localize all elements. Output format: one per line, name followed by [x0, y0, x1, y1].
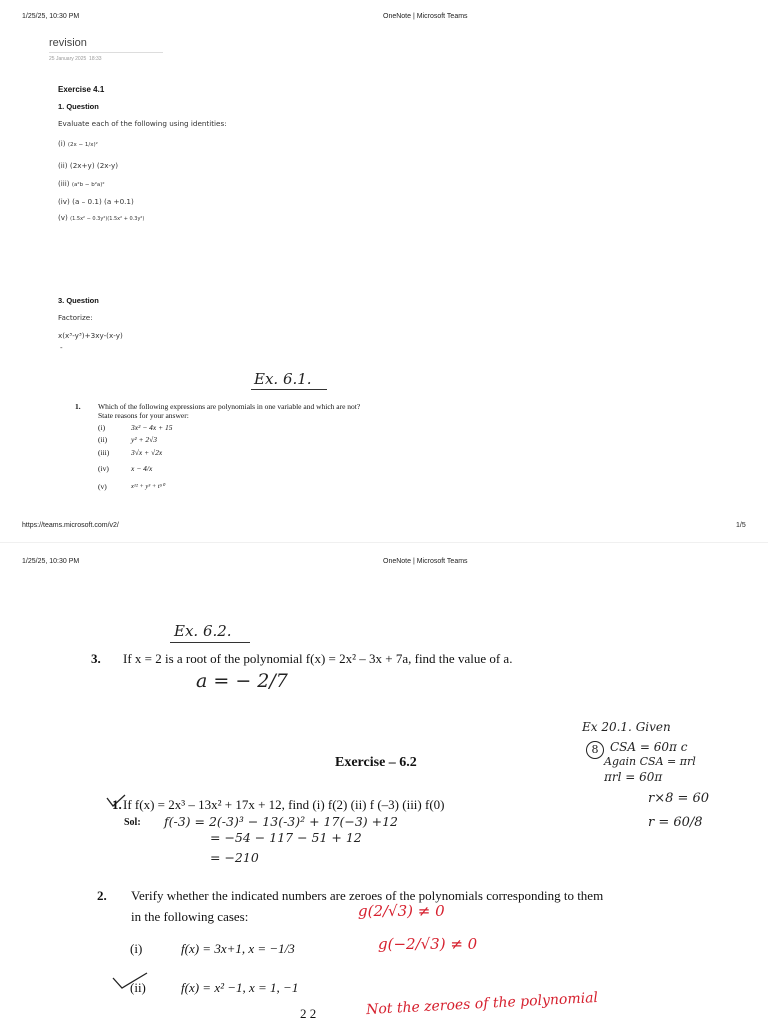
ex61-item-4-expr: x − 4/x: [131, 464, 153, 473]
side-note-line1: Ex 20.1. Given: [582, 720, 671, 734]
ex61-item-5-expr: x¹² + y³ + t⁵⁰: [131, 483, 165, 490]
ex62-q2-number: 2.: [97, 888, 107, 903]
work-line-2: = −54 − 117 − 51 + 12: [210, 830, 362, 845]
ex62-q3-text: If x = 2 is a root of the polynomial f(x) = 2x² – 3x + 7a, find the value of a.: [123, 651, 513, 666]
partial-fraction-numerals: 2 2: [300, 1006, 317, 1021]
q1-item-3: (iii) (a²b − b²a)²: [58, 179, 105, 188]
q1-item-2: (ii) (2x+y) (2x-y): [58, 161, 119, 170]
side-note-line3: Again CSA = πrl: [604, 755, 696, 768]
red-note-bottom: Not the zeroes of the polynomial: [365, 989, 599, 1019]
exercise-6-2-heading: Exercise – 6.2: [335, 755, 417, 770]
ex62-q1-number: 1.: [112, 797, 122, 812]
ex61-number: 1.: [75, 402, 81, 411]
ex61-item-3-label: (iii): [98, 448, 110, 457]
red-note-1: g(2/√3) ≠ 0: [358, 902, 445, 920]
ex61-item-2-expr: y² + 2√3: [131, 435, 158, 444]
work-line-3: = −210: [210, 850, 259, 865]
question-3-heading: 3. Question: [58, 296, 99, 305]
footer-url[interactable]: https://teams.microsoft.com/v2/: [22, 522, 119, 529]
question-3-prompt: Factorize:: [58, 313, 93, 322]
ex61-line2: State reasons for your answer:: [98, 411, 189, 420]
ex61-item-1-expr: 3x² − 4x + 15: [131, 423, 173, 432]
ex61-item-2-label: (ii): [98, 435, 108, 444]
ex62-q2-item1-label: (i): [130, 941, 143, 956]
note-title[interactable]: revision: [49, 37, 87, 49]
ex62-q2-item1-expr: f(x) = 3x+1, x = −1/3: [181, 941, 295, 956]
hand-underline: [251, 389, 327, 390]
title-underline: [49, 52, 163, 53]
question-1-prompt: Evaluate each of the following using identities:: [58, 119, 227, 128]
print-timestamp: 1/25/25, 10:30 PM: [22, 13, 80, 20]
side-note-line5: r×8 = 60: [648, 791, 710, 806]
question-3-dash: -: [60, 343, 63, 352]
ex62-q2-line1: Verify whether the indicated numbers are zeroes of the polynomials corresponding to them: [131, 888, 604, 903]
side-note-line4: πrl = 60π: [604, 770, 663, 784]
work-line-1: f(-3) = 2(-3)³ − 13(-3)² + 17(−3) +12: [164, 814, 398, 829]
side-note-line2: CSA = 60π c: [610, 740, 688, 754]
q1-item-5: (v) (1.5x² − 0.3y²)(1.5x² + 0.3y²): [58, 213, 145, 222]
ex62-q2-item2-label: (ii): [130, 980, 146, 995]
ex62-q1-text: If f(x) = 2x³ – 13x² + 17x + 12, find (i) f(2) (ii) f (–3) (iii) f(0): [123, 797, 445, 812]
ex61-item-1-label: (i): [98, 423, 106, 432]
ex61-item-4-label: (iv): [98, 464, 109, 473]
ex61-item-5-label: (v): [98, 482, 107, 491]
print-timestamp-2: 1/25/25, 10:30 PM: [22, 558, 80, 565]
print-title: OneNote | Microsoft Teams: [383, 13, 468, 20]
ex62-q3-number: 3.: [91, 651, 101, 666]
ex61-item-3-expr: 3√x + √2x: [131, 448, 163, 457]
q1-item-1: (i) (2x − 1/x)²: [58, 139, 98, 148]
footer-page-number: 1/5: [736, 522, 746, 529]
hand-underline-2: [170, 642, 250, 643]
print-title-2: OneNote | Microsoft Teams: [383, 558, 468, 565]
handwritten-ex-6-2: Ex. 6.2.: [174, 622, 232, 640]
handwritten-answer-a: a = − 2/7: [196, 670, 288, 692]
circled-question-number: 8: [586, 741, 604, 759]
question-3-expr: x(x³-y³)+3xy-(x-y): [58, 331, 123, 340]
sol-label: Sol:: [124, 817, 141, 828]
red-note-2: g(−2/√3) ≠ 0: [378, 935, 478, 953]
ex62-q2-item2-expr: f(x) = x² −1, x = 1, −1: [181, 980, 299, 995]
question-1-heading: 1. Question: [58, 102, 99, 111]
page-separator: [0, 542, 768, 543]
q1-item-4: (iv) (a – 0.1) (a +0.1): [58, 197, 134, 206]
side-note-line6: r = 60/8: [648, 815, 703, 830]
handwritten-ex-6-1: Ex. 6.1.: [254, 370, 312, 388]
note-date: 25 January 2025 18:33: [49, 56, 102, 62]
ex61-line1: Which of the following expressions are polynomials in one variable and which are not?: [98, 402, 361, 411]
exercise-title: Exercise 4.1: [58, 85, 105, 94]
ex62-q2-line2: in the following cases:: [131, 909, 249, 924]
